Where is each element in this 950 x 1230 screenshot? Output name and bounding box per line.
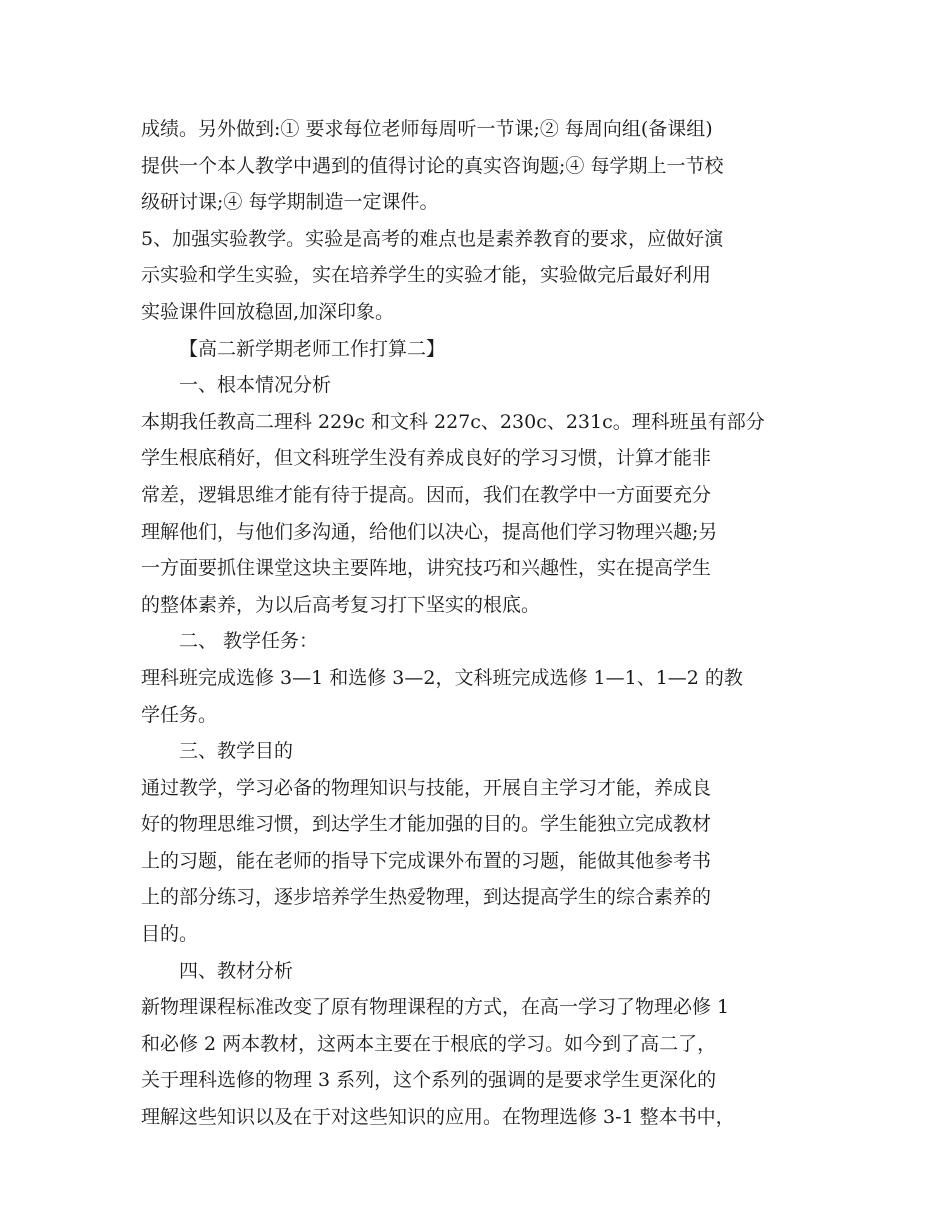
text-line: 学生根底稍好，但文科班学生没有养成良好的学习习惯，计算才能非	[141, 447, 712, 470]
text-line: 一方面要抓住课堂这块主要阵地，讲究技巧和兴趣性，实在提高学生	[141, 557, 712, 580]
text-line: 级研讨课;④ 每学期制造一定课件。	[141, 191, 439, 214]
text-line: 关于理科选修的物理 3 系列，这个系列的强调的是要求学生更深化的	[141, 1069, 717, 1092]
section-heading: 三、教学目的	[179, 740, 294, 763]
text-line: 通过教学，学习必备的物理知识与技能，开展自主学习才能，养成良	[141, 776, 712, 799]
section-heading: 一、根本情况分析	[179, 374, 332, 397]
section-heading: 【高二新学期老师工作打算二】	[179, 337, 446, 360]
text-line: 本期我任教高二理科 229c 和文科 227c、230c、231c。理科班虽有部分	[141, 410, 765, 433]
text-line: 理解这些知识以及在于对这些知识的应用。在物理选修 3-1 整本书中，	[141, 1106, 735, 1129]
text-line: 上的习题，能在老师的指导下完成课外布置的习题，能做其他参考书	[141, 849, 712, 872]
text-line: 成绩。另外做到:① 要求每位老师每周听一节课;② 每周向组(备课组)	[141, 118, 713, 140]
text-line: 理解他们，与他们多沟通，给他们以决心，提高他们学习物理兴趣;另	[141, 520, 718, 543]
text-line: 理科班完成选修 3—1 和选修 3—2，文科班完成选修 1—1、1—2 的教	[141, 666, 743, 689]
text-line: 目的。	[141, 923, 199, 946]
text-line: 学任务。	[141, 703, 218, 726]
text-line: 新物理课程标准改变了原有物理课程的方式，在高一学习了物理必修 1	[141, 996, 730, 1019]
text-line: 提供一个本人教学中遇到的值得讨论的真实咨询题;④ 每学期上一节校	[141, 154, 724, 177]
text-line: 上的部分练习，逐步培养学生热爱物理，到达提高学生的综合素养的	[141, 886, 712, 909]
text-line: 5、加强实验教学。实验是高考的难点也是素养教育的要求，应做好演	[141, 227, 724, 250]
text-line: 实验课件回放稳固,加深印象。	[141, 300, 395, 323]
document-body	[141, 111, 831, 1136]
text-line: 示实验和学生实验，实在培养学生的实验才能，实验做完后最好利用	[141, 264, 712, 287]
text-line: 的整体素养，为以后高考复习打下坚实的根底。	[141, 593, 541, 616]
text-line: 和必修 2 两本教材，这两本主要在于根底的学习。如今到了高二了，	[141, 1032, 717, 1055]
section-heading: 四、教材分析	[179, 959, 294, 982]
text-line: 常差，逻辑思维才能有待于提高。因而，我们在教学中一方面要充分	[141, 483, 712, 506]
text-line: 好的物理思维习惯，到达学生才能加强的目的。学生能独立完成教材	[141, 813, 712, 836]
section-heading: 二、 教学任务：	[179, 630, 319, 653]
